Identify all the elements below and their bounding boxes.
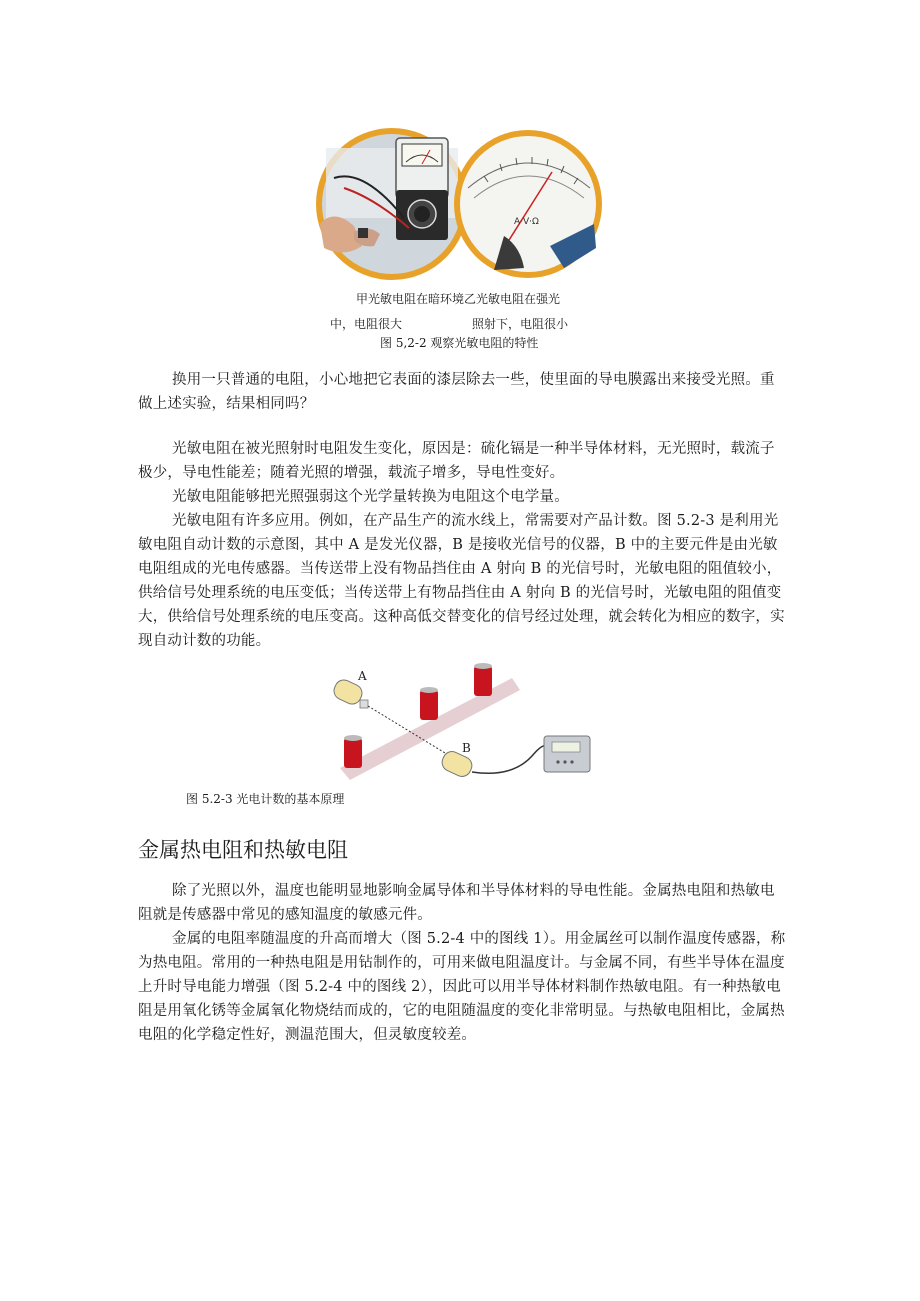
can [474,663,492,696]
paragraph-temperature-effect: 除了光照以外，温度也能明显地影响金属导体和半导体材料的导电性能。金属热电阻和热敏电阻就是传感器中常见的感知温度的敏感元件。 [138,883,775,923]
signal-cable [472,746,546,774]
paragraph-conversion: 光敏电阻能够把光照强弱这个光学量转换为电阻这个电学量。 [172,489,569,505]
can [420,687,438,720]
photoelectric-counting-diagram [322,660,594,782]
paragraph-replace-resistor: 换用一只普通的电阻，小心地把它表面的漆层除去一些，使里面的导电膜露出来接受光照。重做上述实验，结果相同吗？ [138,372,775,412]
label-a: A [358,669,367,683]
can [344,735,362,768]
section-heading: 金属热电阻和热敏电阻 [138,838,348,862]
figure-1-caption-right: 照射下，电阻很小 [472,317,569,331]
figure-2-caption: 图 5.2-3 光电计数的基本原理 [186,792,345,806]
figure-1-title: 图 5,2-2 观察光敏电阻的特性 [380,336,539,350]
label-b: B [462,741,471,755]
paragraph-application: 光敏电阻有许多应用。例如，在产品生产的流水线上，常需要对产品计数。图 5.2-3 是利用光敏电阻自动计数的示意图，其中 A 是发光仪器，B 是接收光信号的仪器，B 中的主要元件是由光敏电阻组成的光电传感器。当传送带上没有物品挡住由 A 射向 B 的光信号时，光敏电阻的阻值较小，供给信号处理系统的电压变低；当传送带上有物品挡住由 A 射向 B 的光信号时，光敏电阻的阻值变大，供给信号处理系统的电压变高。这种高低交替变化的信号经过处理，就会转化为相应的数字，实现自动计数的功能。 [138,513,785,649]
multimeter-photo-figure [314,128,606,280]
figure-1-caption-left: 中，电阻很大 [330,317,403,331]
paragraph-cause: 光敏电阻在被光照射时电阻发生变化，原因是：硫化镉是一种半导体材料，无光照时，载流子极少，导电性能差；随着光照的增强，载流子增多，导电性变好。 [138,441,775,481]
dial-label: A·V·Ω [514,217,539,227]
signal-processor [544,736,590,772]
paragraph-thermal-resistor: 金属的电阻率随温度的升高而增大（图 5.2-4 中的图线 1）。用金属丝可以制作温度传感器，称为热电阻。常用的一种热电阻是用钻制作的，可用来做电阻温度计。与金属不同，有些半导体在温度上升时导电能力增强（图 5.2-4 中的图线 2），因此可以用半导体材料制作热敏电阻。有一种热敏电阻是用氧化锈等金属氧化物烧结而成的，它的电阻随温度的变化非常明显。与热敏电阻相比，金属热电阻的化学稳定性好，测温范围大，但灵敏度较差。 [138,931,786,1043]
figure-1-caption-line1: 甲光敏电阻在暗环境乙光敏电阻在强光 [356,292,561,306]
